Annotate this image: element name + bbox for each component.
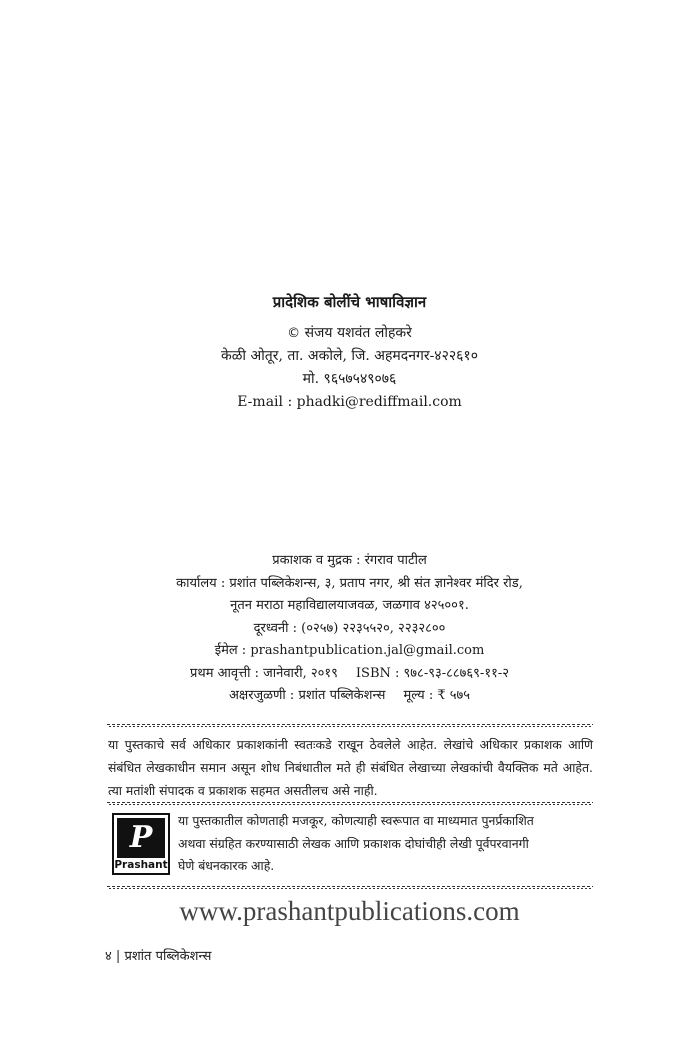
logo-letter: P bbox=[129, 820, 153, 855]
website-url: www.prashantpublications.com bbox=[179, 896, 520, 926]
author-name: संजय यशवंत लोहकरे bbox=[304, 325, 412, 341]
logo-mark bbox=[117, 818, 165, 858]
publisher-phone: दूरध्वनी : (०२५७) २२३५५२०, २२३२८०० bbox=[253, 620, 446, 636]
author-block bbox=[0, 322, 699, 414]
isbn: ISBN : ९७८-९३-८८७६९-११-२ bbox=[355, 665, 509, 681]
publisher-email: ईमेल : prashantpublication.jal@gmail.com bbox=[214, 643, 485, 658]
office-address-line1: कार्यालय : प्रशांत पब्लिकेशन्स, ३, प्रताप नगर, श्री संत ज्ञानेश्वर मंदिर रोड, bbox=[176, 575, 523, 591]
logo-label: Prashant bbox=[114, 859, 168, 871]
reproduction-notice-line2: अथवा संग्रहित करण्यासाठी लेखक आणि प्रकाशक दोघांचीही लेखी पूर्वपरवानगी bbox=[178, 835, 529, 851]
divider-top bbox=[107, 722, 593, 728]
author-email: E-mail : phadki@rediffmail.com bbox=[237, 394, 462, 410]
divider-bottom bbox=[107, 884, 593, 890]
reproduction-notice-line3: घेणे बंधनकारक आहे. bbox=[178, 858, 275, 873]
author-mobile: मो. ९६५७५४९०७६ bbox=[302, 371, 397, 387]
author-name-line bbox=[0, 322, 699, 345]
page-number: ४ bbox=[105, 949, 112, 964]
edition-isbn-line bbox=[0, 663, 699, 686]
book-title: प्रादेशिक बोलींचे भाषाविज्ञान bbox=[272, 293, 427, 311]
typesetting: अक्षरजुळणी : प्रशांत पब्लिकेशन्स bbox=[228, 688, 386, 703]
publisher-block bbox=[0, 550, 699, 708]
reproduction-notice-line1: या पुस्तकातील कोणताही मजकूर, कोणत्याही स्वरूपात वा माध्यमात पुनर्प्रकाशित bbox=[178, 813, 534, 828]
footer-separator: | bbox=[115, 949, 121, 964]
page-footer bbox=[105, 946, 211, 964]
rights-notice: या पुस्तकाचे सर्व अधिकार प्रकाशकांनी स्वतःकडे राखून ठेवलेले आहेत. लेखांचे अधिकार प्रकाशक आणि संबंधित लेखकाधीन समान असून शोध निबंधातील मते ही संबंधित लेखाच्या लेखकांची वैयक्तिक मते आहेत. त्या मतांशी संपादक व प्रकाशक सहमत असतीलच असे नाही. bbox=[108, 737, 593, 798]
reproduction-notice bbox=[178, 810, 598, 878]
prashant-logo bbox=[112, 813, 170, 875]
price: मूल्य : ₹ ५७५ bbox=[403, 688, 471, 703]
copyright-icon: © bbox=[287, 326, 301, 341]
divider-middle bbox=[107, 800, 593, 806]
edition: प्रथम आवृत्ती : जानेवारी, २०१९ bbox=[189, 665, 338, 681]
author-address: केळी ओतूर, ता. अकोले, जि. अहमदनगर-४२२६१० bbox=[220, 348, 478, 364]
typesetting-price-line bbox=[0, 685, 699, 708]
office-address-line2: नूतन मराठा महाविद्यालयाजवळ, जळगाव ४२५००१. bbox=[230, 598, 469, 613]
publisher-printer: प्रकाशक व मुद्रक : रंगराव पाटील bbox=[272, 553, 427, 568]
footer-publisher: प्रशांत पब्लिकेशन्स bbox=[124, 949, 212, 964]
